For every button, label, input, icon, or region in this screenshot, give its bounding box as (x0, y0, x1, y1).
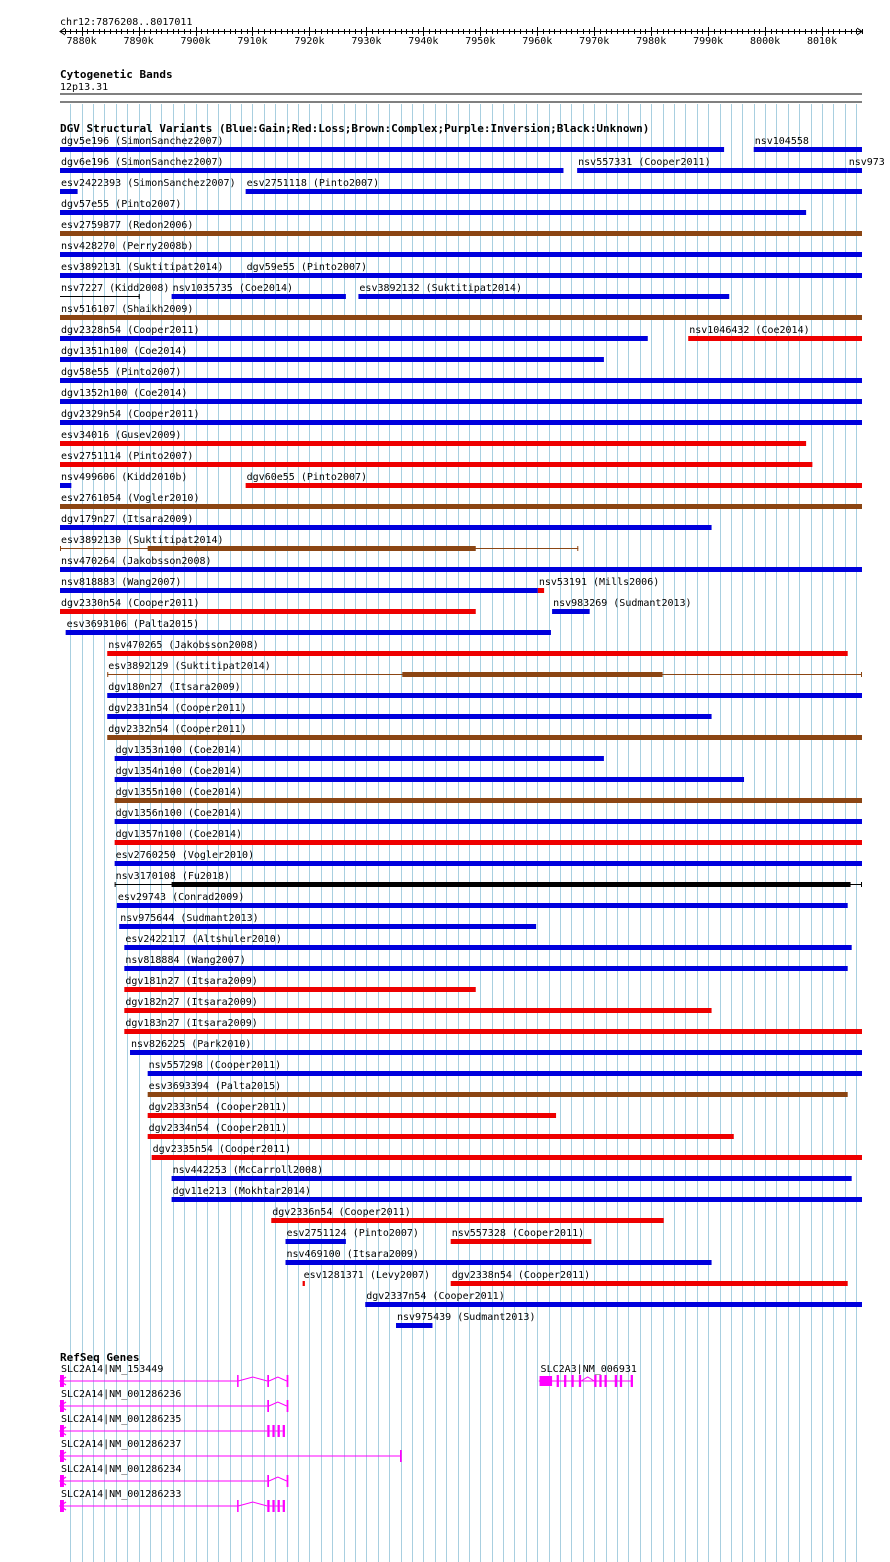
variant-bar (124, 1029, 862, 1034)
gene-label: SLC2A14|NM_001286236 (61, 1389, 182, 1400)
variant-bar (148, 546, 476, 551)
variant-label: dgv1354n100 (Coe2014) (115, 766, 243, 777)
variant-label: nsv975439 (Sudmant2013) (397, 1312, 536, 1323)
variant-feature (124, 1018, 862, 1034)
variant-feature (119, 913, 536, 929)
variant-bar (365, 1302, 862, 1307)
variant-feature (172, 1186, 862, 1202)
gene-intron (269, 1377, 287, 1381)
variant-bar (60, 378, 862, 383)
gene-exon (237, 1500, 239, 1512)
gene-exon (267, 1425, 269, 1437)
variant-bar (577, 168, 848, 173)
cytoband-label: 12p13.31 (60, 82, 109, 93)
variant-feature (117, 892, 848, 908)
cytoband-title: Cytogenetic Bands (60, 68, 173, 81)
variant-feature (115, 745, 604, 761)
variant-label: esv2422393 (SimonSanchez2007) (61, 178, 236, 189)
variant-feature (60, 283, 169, 299)
variant-feature (60, 409, 862, 425)
variant-bar (60, 504, 862, 509)
variant-bar (60, 252, 862, 257)
variant-label: dgv58e55 (Pinto2007) (61, 367, 182, 378)
variant-label: dgv1353n100 (Coe2014) (115, 745, 243, 756)
variant-label: nsv557331 (Cooper2011) (578, 157, 711, 168)
variant-feature (60, 157, 563, 173)
refseq-track (60, 1351, 637, 1512)
variant-feature (60, 493, 862, 509)
variant-label: nsv7227 (Kidd2008) (61, 283, 170, 294)
variant-feature (152, 1144, 862, 1160)
gene-exon (287, 1400, 289, 1412)
variant-bar (115, 756, 604, 761)
variant-label: dgv182n27 (Itsara2009) (125, 997, 258, 1008)
gene-label: SLC2A14|NM_001286234 (61, 1464, 182, 1475)
variant-bar (107, 735, 862, 740)
variant-feature (286, 1228, 419, 1244)
variant-label: dgv1357n100 (Coe2014) (115, 829, 243, 840)
variant-feature (60, 262, 246, 278)
ruler-tick-label: 7890k (123, 36, 154, 47)
variant-bar (848, 168, 862, 173)
variant-feature (246, 262, 862, 278)
variant-label: esv2751118 (Pinto2007) (246, 178, 380, 189)
variant-feature (124, 997, 711, 1013)
variant-feature (60, 514, 712, 530)
gene-feature (60, 1464, 288, 1487)
variant-label: dgv2332n54 (Cooper2011) (108, 724, 247, 735)
gene-label: SLC2A14|NM_001286233 (61, 1489, 182, 1500)
variant-bar (107, 693, 862, 698)
variant-bar (124, 1008, 711, 1013)
variant-feature (688, 325, 862, 341)
gene-exon (237, 1375, 239, 1387)
variant-bar (60, 441, 806, 446)
variant-bar (60, 336, 648, 341)
variant-bar (60, 525, 712, 530)
variant-feature (451, 1228, 592, 1244)
variant-label: nsv428270 (Perry2008b) (61, 241, 194, 252)
variant-label: esv2751124 (Pinto2007) (286, 1228, 419, 1239)
ruler-tick-label: 8010k (807, 36, 838, 47)
variant-label: nsv975644 (Sudmant2013) (120, 913, 259, 924)
ruler-tick-label: 7910k (237, 36, 268, 47)
variant-label: dgv2337n54 (Cooper2011) (366, 1291, 505, 1302)
variant-bar (115, 777, 744, 782)
variant-label: dgv2329n54 (Cooper2011) (61, 409, 200, 420)
variant-label: dgv6e196 (SimonSanchez2007) (61, 157, 224, 168)
variant-label: dgv2328n54 (Cooper2011) (61, 325, 200, 336)
variant-feature (60, 304, 862, 320)
variant-label: esv1281371 (Levy2007) (303, 1270, 431, 1281)
variant-feature (60, 241, 862, 257)
gene-exon (287, 1375, 289, 1387)
variant-bar (60, 588, 538, 593)
variant-feature (172, 283, 346, 299)
variant-label: dgv1352n100 (Coe2014) (61, 388, 188, 399)
variant-feature (60, 535, 578, 551)
dgv-track (60, 122, 885, 1328)
variant-label: dgv2334n54 (Cooper2011) (148, 1123, 288, 1134)
variant-bar (552, 609, 590, 614)
ruler-tick-label: 7920k (294, 36, 325, 47)
variant-label: nsv516107 (Shaikh2009) (61, 304, 194, 315)
variant-label: nsv1035735 (Coe2014) (172, 283, 294, 294)
variant-feature (246, 472, 862, 488)
ruler-tick-label: 7950k (465, 36, 496, 47)
variant-bar (130, 1050, 862, 1055)
variant-feature (115, 808, 862, 824)
gene-intron (269, 1402, 287, 1406)
gene-exon (267, 1500, 269, 1512)
variant-feature (172, 1165, 852, 1181)
variant-bar (396, 1323, 432, 1328)
variant-bar (117, 903, 848, 908)
variant-bar (66, 630, 551, 635)
variant-feature (246, 178, 862, 194)
variant-feature (60, 430, 806, 446)
variant-label: dgv2336n54 (Cooper2011) (272, 1207, 411, 1218)
gene-exon (272, 1500, 274, 1512)
ruler-tick-label: 7900k (180, 36, 211, 47)
variant-label: esv2751114 (Pinto2007) (61, 451, 194, 462)
ruler-tick-label: 8000k (750, 36, 781, 47)
variant-feature (60, 325, 648, 341)
variant-feature (148, 1102, 556, 1118)
gene-exon (400, 1450, 402, 1462)
variant-feature (60, 472, 187, 488)
variant-bar (115, 819, 862, 824)
variant-label: nsv104558 (754, 136, 809, 147)
variant-label: esv3892132 (Suktitipat2014) (359, 283, 522, 294)
variant-bar (172, 1176, 852, 1181)
variant-bar (60, 231, 862, 236)
variant-feature (60, 346, 604, 362)
variant-feature (124, 955, 847, 971)
ruler-tick-label: 7940k (408, 36, 439, 47)
variant-bar (124, 945, 851, 950)
variant-label: esv34016 (Gusev2009) (61, 430, 182, 441)
dgv-track-title: DGV Structural Variants (Blue:Gain;Red:Loss;Brown:Complex;Purple:Inversion;Black:Unknown) (60, 122, 650, 135)
variant-bar (246, 189, 862, 194)
gene-intron (269, 1477, 287, 1481)
variant-bar (538, 588, 544, 593)
variant-bar (172, 882, 851, 887)
variant-label: dgv1355n100 (Coe2014) (115, 787, 243, 798)
variant-label: esv2760250 (Vogler2010) (115, 850, 255, 861)
variant-label: nsv442253 (McCarroll2008) (172, 1165, 324, 1176)
variant-bar (148, 1134, 734, 1139)
gene-label: SLC2A14|NM_001286235 (61, 1414, 182, 1425)
gene-exon (272, 1425, 274, 1437)
variant-label: esv3892131 (Suktitipat2014) (61, 262, 224, 273)
variant-feature (107, 661, 862, 677)
gene-exon (267, 1375, 269, 1387)
variant-bar (246, 483, 862, 488)
gene-exon (278, 1500, 280, 1512)
variant-bar (60, 567, 862, 572)
variant-bar (60, 462, 812, 467)
gene-feature (60, 1389, 288, 1412)
gene-exon (283, 1425, 285, 1437)
variant-label: dgv1351n100 (Coe2014) (61, 346, 188, 357)
variant-label: nsv826225 (Park2010) (131, 1039, 252, 1050)
variant-label: dgv2331n54 (Cooper2011) (108, 703, 247, 714)
variant-label: nsv818883 (Wang2007) (61, 577, 182, 588)
variant-label: nsv499606 (Kidd2010b) (61, 472, 188, 483)
ruler-tick-label: 7980k (636, 36, 667, 47)
variant-feature (60, 388, 862, 404)
variant-label: nsv818884 (Wang2007) (125, 955, 246, 966)
variant-label: dgv2330n54 (Cooper2011) (61, 598, 200, 609)
variant-bar (60, 273, 246, 278)
variant-feature (148, 1123, 734, 1139)
refseq-track-title: RefSeq Genes (60, 1351, 140, 1364)
variant-bar (303, 1281, 305, 1286)
variant-feature (115, 850, 862, 866)
variant-feature (107, 703, 711, 719)
variant-bar (60, 483, 71, 488)
variant-feature (60, 556, 862, 572)
variant-bar (172, 294, 346, 299)
variant-label: nsv3170108 (Fu2018) (115, 871, 231, 882)
variant-feature (115, 766, 744, 782)
variant-bar (60, 357, 604, 362)
variant-label: esv3892129 (Suktitipat2014) (108, 661, 271, 672)
variant-label: esv29743 (Conrad2009) (117, 892, 245, 903)
variant-feature (107, 682, 862, 698)
variant-label: dgv183n27 (Itsara2009) (125, 1018, 258, 1029)
variant-bar (107, 651, 847, 656)
region-label: chr12:7876208..8017011 (60, 17, 193, 28)
variant-label: dgv2338n54 (Cooper2011) (451, 1270, 591, 1281)
variant-bar (115, 861, 862, 866)
variant-bar (60, 210, 806, 215)
variant-feature (60, 220, 862, 236)
variant-bar (148, 1071, 862, 1076)
variant-bar (451, 1239, 592, 1244)
variant-label: nsv470265 (Jakobsson2008) (108, 640, 259, 651)
variant-feature (107, 724, 862, 740)
variant-label: nsv53191 (Mills2006) (538, 577, 660, 588)
cytoband-track (60, 68, 862, 102)
gene-exon (278, 1425, 280, 1437)
variant-feature (358, 283, 729, 299)
variant-bar (60, 399, 862, 404)
gene-feature (60, 1364, 288, 1387)
variant-label: nsv557328 (Cooper2011) (451, 1228, 585, 1239)
variant-feature (60, 136, 724, 152)
variant-label: dgv5e196 (SimonSanchez2007) (61, 136, 224, 147)
variant-bar (115, 798, 862, 803)
variant-feature (538, 577, 659, 593)
variant-bar (124, 987, 475, 992)
ruler-tick-label: 7960k (522, 36, 553, 47)
variant-bar (754, 147, 862, 152)
variant-bar (124, 966, 847, 971)
variant-bar (271, 1218, 663, 1223)
variant-bar (246, 273, 862, 278)
variant-bar (152, 1155, 862, 1160)
gene-exon (267, 1400, 269, 1412)
gene-exon (287, 1475, 289, 1487)
variant-feature (848, 157, 885, 173)
variant-label: dgv180n27 (Itsara2009) (108, 682, 241, 693)
ruler-tick-label: 7990k (693, 36, 724, 47)
variant-feature (365, 1291, 862, 1307)
variant-feature (115, 871, 862, 887)
variant-bar (115, 840, 862, 845)
variant-feature (60, 451, 812, 467)
variant-label: dgv57e55 (Pinto2007) (61, 199, 182, 210)
variant-bar (402, 672, 662, 677)
variant-feature (60, 178, 236, 194)
gene-feature (540, 1364, 637, 1387)
variant-label: nsv1046432 (Coe2014) (689, 325, 810, 336)
gene-label: SLC2A14|NM_153449 (61, 1364, 164, 1375)
variant-feature (107, 640, 847, 656)
variant-feature (271, 1207, 663, 1223)
ruler-tick-label: 7970k (579, 36, 610, 47)
variant-bar (148, 1113, 556, 1118)
variant-feature (130, 1039, 862, 1055)
variant-bar (60, 609, 476, 614)
variant-bar (119, 924, 536, 929)
variant-bar (60, 189, 78, 194)
variant-bar (358, 294, 729, 299)
ruler-tick-label: 7930k (351, 36, 382, 47)
variant-label: nsv469100 (Itsara2009) (286, 1249, 419, 1260)
variant-label: dgv60e55 (Pinto2007) (246, 472, 368, 483)
gene-label: SLC2A14|NM_001286237 (61, 1439, 182, 1450)
variant-label: nsv983269 (Sudmant2013) (553, 598, 692, 609)
variant-bar (60, 420, 862, 425)
variant-bar (60, 315, 862, 320)
ruler-tick-label: 7880k (66, 36, 97, 47)
variant-label: esv2759877 (Redon2006) (61, 220, 194, 231)
variant-feature (115, 829, 862, 845)
variant-label: nsv973 (848, 157, 885, 168)
gene-label: SLC2A3|NM_006931 (540, 1364, 637, 1375)
variant-label: dgv11e213 (Mokhtar2014) (172, 1186, 312, 1197)
variant-label: dgv181n27 (Itsara2009) (125, 976, 258, 987)
variant-feature (66, 619, 551, 635)
gene-exon (283, 1500, 285, 1512)
ruler-track (60, 17, 863, 47)
variant-label: dgv179n27 (Itsara2009) (61, 514, 194, 525)
variant-label: esv3892130 (Suktitipat2014) (61, 535, 224, 546)
variant-bar (451, 1281, 848, 1286)
variant-label: dgv2335n54 (Cooper2011) (152, 1144, 292, 1155)
variant-feature (286, 1249, 712, 1265)
variant-bar (286, 1260, 712, 1265)
variant-label: dgv59e55 (Pinto2007) (246, 262, 368, 273)
variant-bar (60, 168, 563, 173)
variant-bar (286, 1239, 346, 1244)
variant-bar (107, 714, 711, 719)
variant-label: dgv2333n54 (Cooper2011) (148, 1102, 288, 1113)
gene-exon (267, 1475, 269, 1487)
variant-label: nsv470264 (Jakobsson2008) (61, 556, 212, 567)
variant-feature (60, 199, 806, 215)
variant-label: esv3693394 (Palta2015) (148, 1081, 282, 1092)
variant-bar (688, 336, 862, 341)
variant-label: nsv557298 (Cooper2011) (148, 1060, 282, 1071)
variant-bar (60, 147, 724, 152)
variant-bar (172, 1197, 862, 1202)
variant-label: esv2761054 (Vogler2010) (61, 493, 200, 504)
variant-feature (60, 598, 476, 614)
variant-feature (115, 787, 862, 803)
variant-label: esv2422117 (Altshuler2010) (125, 934, 282, 945)
variant-label: dgv1356n100 (Coe2014) (115, 808, 243, 819)
variant-label: esv3693106 (Palta2015) (66, 619, 200, 630)
variant-feature (577, 157, 848, 173)
variant-feature (552, 598, 691, 614)
variant-feature (60, 367, 862, 383)
variant-bar (148, 1092, 848, 1097)
